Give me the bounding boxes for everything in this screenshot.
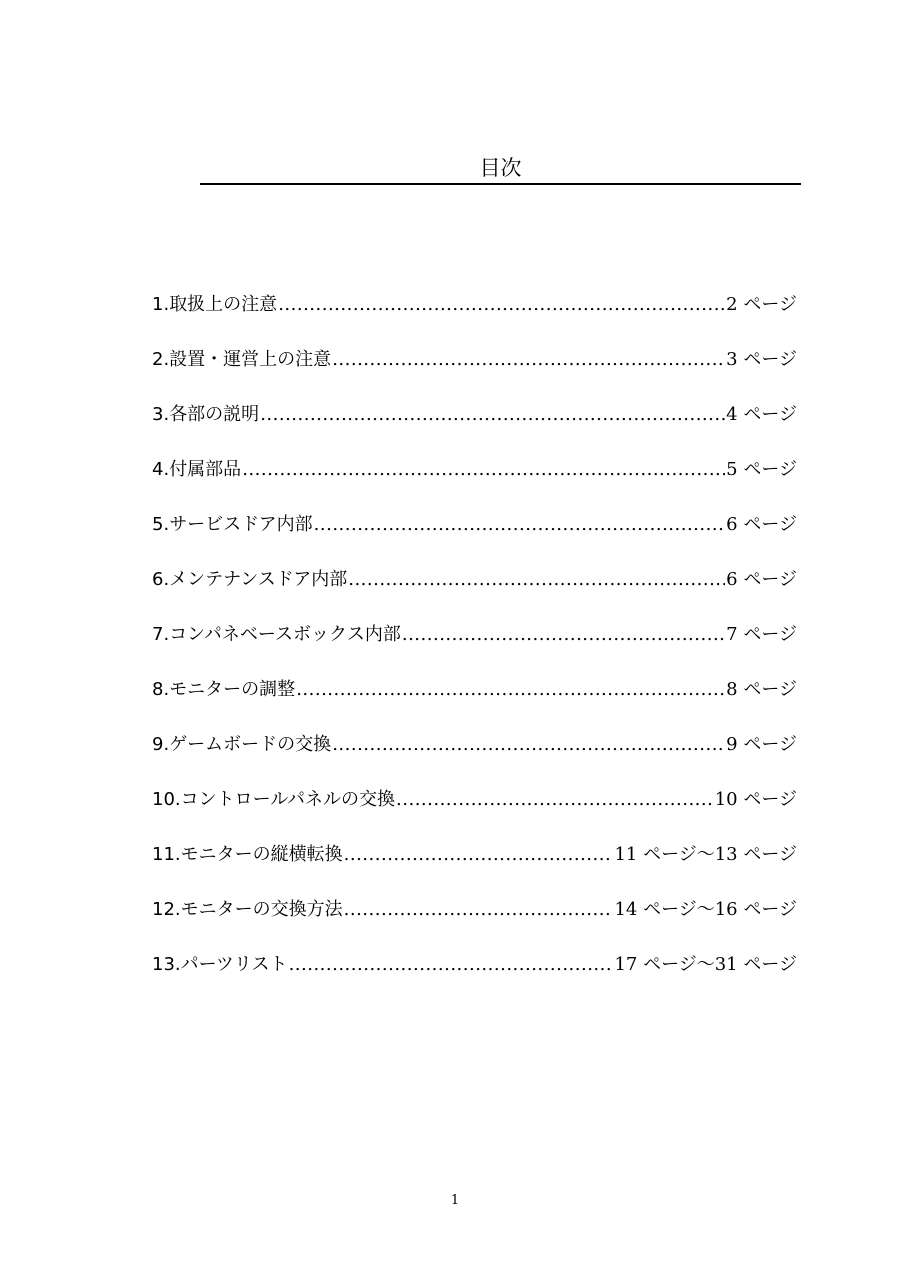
toc-entry-11[interactable] bbox=[152, 839, 797, 894]
toc-entry-page: 4 ページ bbox=[726, 404, 797, 425]
toc-entry-number: 6. bbox=[152, 569, 170, 590]
toc-entry-page: 14 ページ～16 ページ bbox=[614, 899, 797, 920]
toc-entry-number: 9. bbox=[152, 734, 170, 755]
toc-leader-dots bbox=[344, 839, 614, 871]
toc-entry-page: 10 ページ bbox=[714, 789, 797, 810]
toc-entry-number: 5. bbox=[152, 514, 170, 535]
toc-leader-dots bbox=[242, 454, 725, 486]
toc-entry-label: モニターの交換方法 bbox=[180, 899, 343, 920]
toc-leader-dots bbox=[396, 784, 714, 816]
toc-entry-label: コンパネベースボックス内部 bbox=[169, 624, 401, 645]
toc-entry-label: ゲームボードの交換 bbox=[169, 734, 332, 755]
toc-entry-label: コントロールパネルの交換 bbox=[180, 789, 396, 810]
toc-entry-number: 7. bbox=[152, 624, 170, 645]
toc-entry-number: 12. bbox=[152, 899, 181, 920]
toc-entry-label: 設置・運営上の注意 bbox=[169, 349, 332, 370]
toc-entry-6[interactable] bbox=[152, 564, 797, 619]
toc-entry-page: 7 ページ bbox=[726, 624, 797, 645]
toc-entry-page: 9 ページ bbox=[726, 734, 797, 755]
toc-entry-number: 10. bbox=[152, 789, 181, 810]
toc-entry-number: 3. bbox=[152, 404, 170, 425]
toc-entry-page: 5 ページ bbox=[726, 459, 797, 480]
page-title: 目次 bbox=[479, 156, 522, 180]
toc-leader-dots bbox=[260, 399, 725, 431]
toc-entry-number: 11. bbox=[152, 844, 181, 865]
toc-entry-page: 11 ページ～13 ページ bbox=[614, 844, 797, 865]
toc-entry-1[interactable] bbox=[152, 289, 797, 344]
toc-entry-8[interactable] bbox=[152, 674, 797, 729]
toc-entry-page: 6 ページ bbox=[726, 569, 797, 590]
toc-leader-dots bbox=[402, 619, 725, 651]
toc-entry-label: サービスドア内部 bbox=[169, 514, 313, 535]
toc-leader-dots bbox=[344, 894, 614, 926]
toc-entry-label: パーツリスト bbox=[180, 954, 288, 975]
toc-leader-dots bbox=[332, 344, 725, 376]
toc-entry-label: モニターの縦横転換 bbox=[180, 844, 343, 865]
toc-entry-number: 2. bbox=[152, 349, 170, 370]
toc-entry-page: 17 ページ～31 ページ bbox=[614, 954, 797, 975]
page-number: 1 bbox=[450, 1193, 460, 1208]
toc-leader-dots bbox=[332, 729, 725, 761]
toc-leader-dots bbox=[314, 509, 726, 541]
toc-entry-label: 付属部品 bbox=[169, 459, 242, 480]
toc-entry-number: 8. bbox=[152, 679, 170, 700]
toc-entry-12[interactable] bbox=[152, 894, 797, 949]
toc-entry-page: 2 ページ bbox=[726, 294, 797, 315]
toc-entry-3[interactable] bbox=[152, 399, 797, 454]
toc-entry-2[interactable] bbox=[152, 344, 797, 399]
toc-entry-page: 6 ページ bbox=[726, 514, 797, 535]
toc-entry-7[interactable] bbox=[152, 619, 797, 674]
toc-entry-label: 各部の説明 bbox=[169, 404, 260, 425]
toc-entry-label: 取扱上の注意 bbox=[169, 294, 278, 315]
toc-entry-9[interactable] bbox=[152, 729, 797, 784]
toc-leader-dots bbox=[348, 564, 725, 596]
toc-leader-dots bbox=[296, 674, 725, 706]
toc-entry-13[interactable] bbox=[152, 949, 797, 1004]
toc-entry-number: 1. bbox=[152, 294, 170, 315]
toc-leader-dots bbox=[278, 289, 725, 321]
toc-entry-page: 8 ページ bbox=[726, 679, 797, 700]
toc-entry-4[interactable] bbox=[152, 454, 797, 509]
toc-entry-10[interactable] bbox=[152, 784, 797, 839]
toc-entry-page: 3 ページ bbox=[726, 349, 797, 370]
toc-entry-5[interactable] bbox=[152, 509, 797, 564]
table-of-contents bbox=[152, 289, 797, 1004]
toc-entry-label: モニターの調整 bbox=[169, 679, 296, 700]
toc-entry-number: 4. bbox=[152, 459, 170, 480]
toc-entry-number: 13. bbox=[152, 954, 181, 975]
toc-entry-label: メンテナンスドア内部 bbox=[169, 569, 348, 590]
title-underline bbox=[200, 153, 801, 185]
toc-leader-dots bbox=[289, 949, 614, 981]
